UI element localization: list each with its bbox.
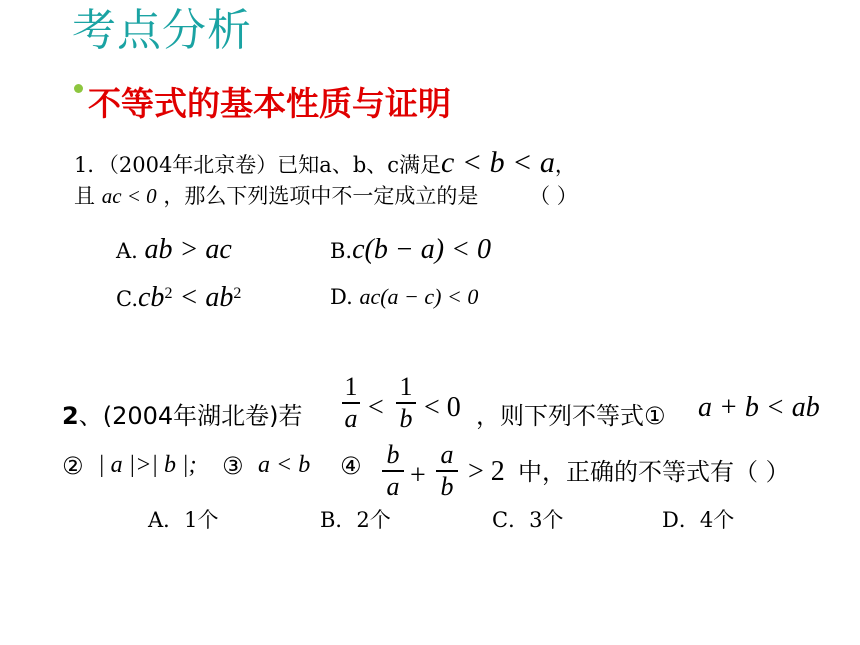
q2-fraction-a-over-b [436,440,458,502]
q2-frac2-num: 1 [399,372,413,401]
q2-source: 、(2004年湖北卷)若 [78,402,303,430]
q2-circle-4: ④ [340,452,362,480]
q2-text2: 中，正确的不等式有（ ） [518,458,790,486]
q1-line1-text: 1．（2004年北京卷）已知a、b、c满足 [74,153,442,177]
q1-option-c-exp-left: 2 [164,285,173,302]
q2-fraction-1-over-b [396,372,416,434]
page-title: 考点分析 [72,5,252,56]
q2-number: 2 [62,402,79,430]
q2-frac1-den: a [344,404,358,433]
q2-gt-two: > 2 [468,456,505,487]
q1-line2-text: ，那么下列选项中不一定成立的是 [163,184,479,208]
q2-option-d: D．4个 [662,508,735,532]
q1-option-b-label: B. [330,239,353,263]
q1-option-b-math: c(b − a) < 0 [352,234,491,265]
q1-option-a-label: A. [116,239,138,263]
q2-frac3-num: b [386,440,400,469]
q2-plus: + [410,460,426,491]
q1-option-c-math-left: cb [138,282,165,313]
q2-frac2-den: b [399,404,413,433]
q1-option-c-exp-right: 2 [233,285,242,302]
q2-ineq-1: a + b < ab [698,392,820,423]
q2-option-b: B．2个 [320,508,391,532]
q1-option-a [116,234,232,266]
q1-line1 [74,146,576,180]
q2-circle-3: ③ [222,452,244,480]
q1-line2 [74,180,578,210]
q2-fraction-b-over-a [382,440,404,502]
q2-option-a: A．1个 [148,508,219,532]
q1-option-d [330,284,478,310]
q1-option-c-label: C. [116,287,138,311]
q1-option-b [330,234,491,266]
q2-text1: ，则下列不等式① [476,402,666,430]
q2-circle-2: ② [62,452,84,480]
section-subtitle: 不等式的基本性质与证明 [88,84,451,123]
q2-frac1-num: 1 [344,372,358,401]
q2-line1-lead [62,396,303,431]
q2-fraction-1-over-a [342,372,360,434]
q1-option-c [116,282,241,314]
q1-option-a-math: ab > ac [144,234,232,265]
q2-frac3-den: a [386,472,400,501]
q1-line1-tail: ， [554,153,576,177]
q1-condition-math: c < b < a [441,146,555,179]
q2-frac4-num: a [440,440,454,469]
q2-lt-1: < [368,392,384,423]
q2-ineq-2: | a |>| b |; [98,452,197,478]
q1-option-d-math: ac(a − c) < 0 [359,284,479,309]
q2-option-c: C．3个 [492,508,564,532]
bullet-dot-icon [74,84,83,93]
q2-ineq-3: a < b [258,452,311,478]
q2-frac4-den: b [440,472,454,501]
q1-line2-prefix: 且 [74,184,95,208]
q2-lt-zero: < 0 [424,392,461,423]
q1-ac-math: ac < 0 [101,184,157,208]
q1-answer-paren: （ ） [529,184,578,208]
q1-option-c-math-mid: < ab [172,282,234,313]
q1-option-d-label: D. [330,285,353,309]
